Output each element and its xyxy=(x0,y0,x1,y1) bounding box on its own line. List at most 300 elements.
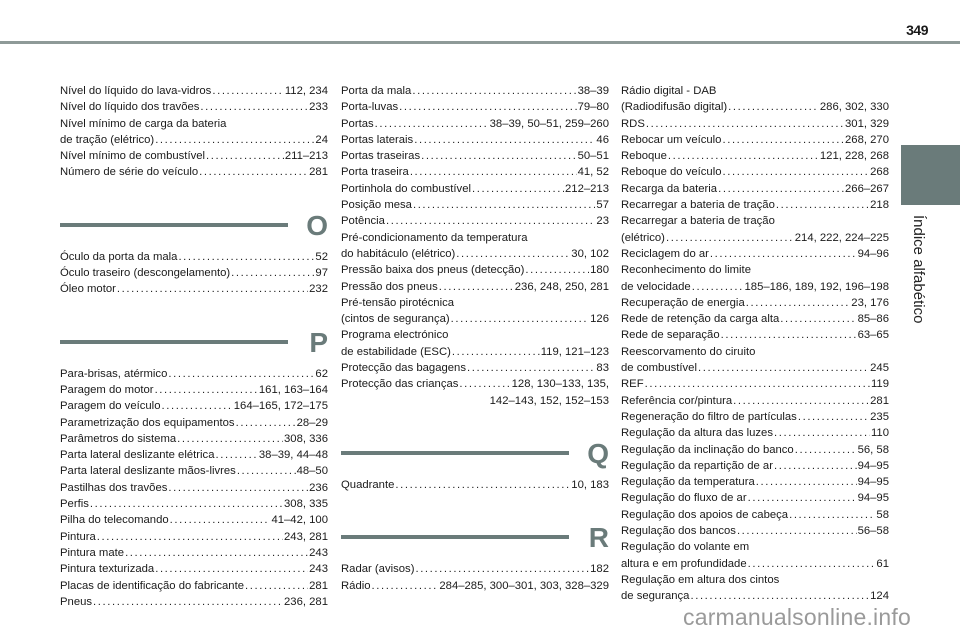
index-term: Radar (avisos) xyxy=(341,563,415,576)
page-reference: 185–186, 189, 192, 196–198 xyxy=(744,280,889,293)
page-reference: 56–58 xyxy=(857,525,889,538)
index-entry xyxy=(60,496,328,512)
dot-leader xyxy=(666,230,794,246)
index-entry xyxy=(341,262,609,278)
group-spacer xyxy=(60,298,328,320)
index-entry xyxy=(341,578,609,594)
index-entry xyxy=(341,561,609,577)
dot-leader xyxy=(472,181,564,197)
dot-leader xyxy=(723,164,870,180)
index-term: Óculo traseiro (descongelamento) xyxy=(60,267,231,280)
index-entry xyxy=(60,116,328,132)
index-entry xyxy=(621,116,889,132)
page-reference: 94–96 xyxy=(857,247,889,260)
page-reference: 164–165, 172–175 xyxy=(233,400,328,413)
index-term: Reescorvamento do ciruito xyxy=(621,345,756,358)
index-term: Nível do líquido do lava-vidros xyxy=(60,85,212,97)
letter-heading-text: Q xyxy=(587,437,609,469)
dot-leader xyxy=(399,99,576,115)
index-entry xyxy=(621,99,889,115)
dot-leader xyxy=(456,246,570,262)
index-term: Regulação da repartição de ar xyxy=(621,459,773,472)
letter-heading-rule xyxy=(60,340,288,344)
dot-leader xyxy=(710,246,857,262)
dot-leader xyxy=(237,463,296,479)
index-term: Potência xyxy=(341,215,385,228)
index-entry xyxy=(341,477,609,493)
index-term: Pressão baixa dos pneus (detecção) xyxy=(341,264,525,277)
header-rule xyxy=(0,41,960,44)
page-reference: 97 xyxy=(315,267,328,280)
index-term: Regulação da altura das luzes xyxy=(621,427,773,440)
page-reference: 38–39, 44–48 xyxy=(258,449,328,462)
index-entry xyxy=(60,281,328,297)
index-entry xyxy=(621,311,889,327)
index-term: Nível do líquido dos travões xyxy=(60,101,200,114)
page-reference: 218 xyxy=(870,199,889,212)
dot-leader xyxy=(718,181,844,197)
dot-leader xyxy=(168,366,314,382)
index-term: Rádio digital - DAB xyxy=(621,85,717,97)
page-reference: 61 xyxy=(876,557,889,570)
dot-leader xyxy=(421,148,576,164)
index-entry xyxy=(621,572,889,588)
index-term: Protecção das bagagens xyxy=(341,362,466,375)
page-reference: 23, 176 xyxy=(851,296,889,309)
page-reference: 308, 336 xyxy=(284,432,328,445)
index-term: (elétrico) xyxy=(621,231,665,244)
index-term: Parta lateral deslizante elétrica xyxy=(60,449,215,462)
index-term: Pintura texturizada xyxy=(60,563,155,576)
page-reference: 182 xyxy=(590,563,609,576)
dot-leader xyxy=(117,281,308,297)
letter-heading xyxy=(341,431,609,477)
page-reference: 236 xyxy=(309,481,328,494)
dot-leader xyxy=(245,578,308,594)
index-term: Reconhecimento do limite xyxy=(621,264,751,277)
index-entry xyxy=(341,246,609,262)
index-entry xyxy=(621,588,889,604)
index-entry xyxy=(621,556,889,572)
index-term: Perfis xyxy=(60,498,89,511)
index-term: Paragem do veículo xyxy=(60,400,161,413)
index-term: Reciclagem do ar xyxy=(621,247,709,260)
dot-leader xyxy=(728,99,819,115)
index-entry xyxy=(60,480,328,496)
page-reference: 121, 228, 268 xyxy=(819,150,889,163)
page-reference: 142–143, 152, 152–153 xyxy=(489,394,609,407)
dot-leader xyxy=(748,490,857,506)
page-reference: 281 xyxy=(870,394,889,407)
page-reference: 232 xyxy=(309,283,328,296)
page-reference: 126 xyxy=(590,313,609,326)
index-entry xyxy=(341,393,609,409)
dot-leader xyxy=(776,197,869,213)
index-term: Portinhola do combustível xyxy=(341,182,471,195)
page-reference: 57 xyxy=(596,199,609,212)
index-entry xyxy=(341,148,609,164)
watermark: carmanualsonline.info xyxy=(683,604,911,630)
page-reference: 46 xyxy=(596,133,609,146)
dot-leader xyxy=(410,164,577,180)
page-reference: 48–50 xyxy=(296,465,328,478)
index-term: REF xyxy=(621,378,644,391)
section-label: Índice alfabético xyxy=(910,215,927,324)
dot-leader xyxy=(756,474,857,490)
dot-leader xyxy=(722,132,844,148)
dot-leader xyxy=(415,561,589,577)
index-term: Referência cor/pintura xyxy=(621,394,733,407)
index-entry xyxy=(60,265,328,281)
index-column-1 xyxy=(60,83,328,610)
index-entry xyxy=(341,279,609,295)
dot-leader xyxy=(698,360,869,376)
dot-leader xyxy=(459,376,510,392)
page-reference: 94–95 xyxy=(857,492,889,505)
index-entry xyxy=(621,327,889,343)
page-reference: 243 xyxy=(309,563,328,576)
dot-leader xyxy=(690,588,869,604)
section-tab-marker xyxy=(901,145,960,205)
page-reference: 24 xyxy=(315,133,328,146)
index-entry xyxy=(341,344,609,360)
page-reference: 85–86 xyxy=(857,313,889,326)
dot-leader xyxy=(733,393,869,409)
dot-leader xyxy=(774,425,870,441)
page-reference: 243, 281 xyxy=(284,530,328,543)
page-reference: 286, 302, 330 xyxy=(819,101,889,114)
index-term: Pré-tensão pirotécnica xyxy=(341,296,455,309)
dot-leader xyxy=(748,556,876,572)
page-reference: 41, 52 xyxy=(577,166,609,179)
index-entry xyxy=(341,132,609,148)
page-reference: 110 xyxy=(870,427,889,440)
index-entry xyxy=(60,463,328,479)
dot-leader xyxy=(746,295,851,311)
index-entry xyxy=(621,83,889,99)
dot-leader xyxy=(170,512,271,528)
index-term: de velocidade xyxy=(621,280,691,293)
index-entry xyxy=(621,246,889,262)
index-term: Quadrante xyxy=(341,478,395,491)
index-entry xyxy=(621,344,889,360)
index-entry xyxy=(621,376,889,392)
index-term: Para-brisas, atérmico xyxy=(60,367,168,380)
index-term: de tração (elétrico) xyxy=(60,133,155,146)
page-reference: 94–95 xyxy=(857,459,889,472)
page-reference: 62 xyxy=(315,367,328,380)
index-entry xyxy=(621,279,889,295)
index-term: (Radiodifusão digital) xyxy=(621,101,728,114)
index-term: Reboque xyxy=(621,150,667,163)
index-term: Regulação dos bancos xyxy=(621,525,736,538)
dot-leader xyxy=(178,249,314,265)
page-reference: 28–29 xyxy=(296,416,328,429)
dot-leader xyxy=(199,164,308,180)
page-reference: 79–80 xyxy=(577,101,609,114)
dot-leader xyxy=(161,398,232,414)
index-entry xyxy=(621,262,889,278)
dot-leader xyxy=(692,279,744,295)
group-spacer xyxy=(341,409,609,431)
page-reference: 236, 248, 250, 281 xyxy=(514,280,609,293)
dot-leader xyxy=(155,561,308,577)
dot-leader xyxy=(375,116,489,132)
index-entry xyxy=(60,561,328,577)
page-reference: 266–267 xyxy=(845,182,889,195)
index-entry xyxy=(60,431,328,447)
index-term: Pressão dos pneus xyxy=(341,280,438,293)
dot-leader xyxy=(236,415,296,431)
dot-leader xyxy=(645,376,870,392)
index-term: Regulação dos apoios de cabeça xyxy=(621,508,789,521)
dot-leader xyxy=(93,594,283,610)
page-reference: 245 xyxy=(870,362,889,375)
index-term: Paragem do motor xyxy=(60,383,154,396)
index-term: Regeneração do filtro de partículas xyxy=(621,410,797,423)
index-entry xyxy=(621,295,889,311)
index-entry xyxy=(60,99,328,115)
page-reference: 52 xyxy=(315,250,328,263)
page-reference: 30, 102 xyxy=(571,247,609,260)
index-entry xyxy=(60,415,328,431)
letter-heading xyxy=(341,515,609,561)
index-entry xyxy=(341,83,609,99)
index-term: Regulação do volante em xyxy=(621,541,750,554)
index-term: Óculo da porta da mala xyxy=(60,250,178,263)
dot-leader xyxy=(177,431,283,447)
dot-leader xyxy=(525,262,589,278)
index-entry xyxy=(341,116,609,132)
index-entry xyxy=(621,164,889,180)
index-term: Pilha do telecomando xyxy=(60,514,169,527)
dot-leader xyxy=(774,458,857,474)
index-entry xyxy=(60,545,328,561)
letter-heading-text: R xyxy=(588,522,609,554)
page-reference: 301, 329 xyxy=(845,117,889,130)
index-term: Portas laterais xyxy=(341,133,414,146)
index-term: Parametrização dos equipamentos xyxy=(60,416,235,429)
index-term: do habitáculo (elétrico) xyxy=(341,247,456,260)
letter-heading xyxy=(60,320,328,366)
dot-leader xyxy=(212,83,284,99)
dot-leader xyxy=(737,523,857,539)
index-term: Recarga da bateria xyxy=(621,182,718,195)
group-spacer xyxy=(60,181,328,203)
index-entry xyxy=(621,442,889,458)
dot-leader xyxy=(413,197,595,213)
index-term: Pneus xyxy=(60,595,93,608)
index-term: altura e em profundidade xyxy=(621,557,747,570)
index-term: Regulação da temperatura xyxy=(621,476,755,489)
index-entry xyxy=(60,447,328,463)
page-reference: 112, 234 xyxy=(284,85,328,97)
index-entry xyxy=(60,132,328,148)
index-entry xyxy=(60,529,328,545)
index-term: Parâmetros do sistema xyxy=(60,432,177,445)
index-entry xyxy=(621,360,889,376)
index-entry xyxy=(341,230,609,246)
dot-leader xyxy=(125,545,308,561)
index-entry xyxy=(621,409,889,425)
index-entry xyxy=(60,148,328,164)
letter-heading-rule xyxy=(60,223,288,227)
dot-leader xyxy=(646,116,844,132)
page-reference: 63–65 xyxy=(857,329,889,342)
dot-leader xyxy=(452,344,540,360)
dot-leader xyxy=(451,311,590,327)
page-reference: 128, 130–133, 135, xyxy=(511,378,609,391)
index-entry xyxy=(60,512,328,528)
index-entry xyxy=(341,197,609,213)
dot-leader xyxy=(168,480,308,496)
page-reference: 38–39, 50–51, 259–260 xyxy=(489,117,609,130)
index-term: Número de série do veículo xyxy=(60,166,199,179)
index-entry xyxy=(621,197,889,213)
dot-leader xyxy=(215,447,257,463)
dot-leader xyxy=(372,578,439,594)
dot-leader xyxy=(414,132,595,148)
index-term: Programa electrónico xyxy=(341,329,449,342)
page-reference: 243 xyxy=(309,546,328,559)
dot-leader xyxy=(668,148,819,164)
index-column-2 xyxy=(341,83,609,594)
page-reference: 180 xyxy=(590,264,609,277)
index-term: de combustível xyxy=(621,362,697,375)
index-entry xyxy=(341,295,609,311)
page-reference: 281 xyxy=(309,166,328,179)
index-entry xyxy=(341,164,609,180)
index-entry xyxy=(341,213,609,229)
index-term: Recarregar a bateria de tração xyxy=(621,215,775,228)
dot-leader xyxy=(412,83,576,99)
index-entry xyxy=(341,376,609,392)
index-term: Porta traseira xyxy=(341,166,409,179)
index-term: Nível mínimo de carga da bateria xyxy=(60,117,227,130)
letter-heading-text: P xyxy=(309,326,328,358)
dot-leader xyxy=(231,265,314,281)
page-reference: 233 xyxy=(309,101,328,114)
index-term: Pré-condicionamento da temperatura xyxy=(341,231,528,244)
index-term: Parta lateral deslizante mãos-livres xyxy=(60,465,236,478)
index-term: Rede de retenção da carga alta xyxy=(621,313,780,326)
page-reference: 284–285, 300–301, 303, 328–329 xyxy=(439,579,609,592)
page-reference: 41–42, 100 xyxy=(271,514,328,527)
page-reference: 38–39 xyxy=(577,85,609,97)
dot-leader xyxy=(97,529,283,545)
index-column-3 xyxy=(621,83,889,605)
page-reference: 119 xyxy=(870,378,889,391)
index-term: Placas de identificação do fabricante xyxy=(60,579,245,592)
index-term: Reboque do veículo xyxy=(621,166,722,179)
index-entry xyxy=(621,490,889,506)
page-reference: 268 xyxy=(870,166,889,179)
page-reference: 10, 183 xyxy=(571,478,609,491)
index-entry xyxy=(621,181,889,197)
group-spacer xyxy=(341,493,609,515)
index-term: de estabilidade (ESC) xyxy=(341,345,451,358)
index-term: Rebocar um veículo xyxy=(621,133,722,146)
dot-leader xyxy=(780,311,856,327)
index-entry xyxy=(341,311,609,327)
index-term: (cintos de segurança) xyxy=(341,313,450,326)
page-reference: 236, 281 xyxy=(284,595,328,608)
index-entry xyxy=(621,523,889,539)
page-reference: 214, 222, 224–225 xyxy=(794,231,889,244)
index-entry xyxy=(60,366,328,382)
index-term: Pastilhas dos travões xyxy=(60,481,168,494)
index-term: de segurança xyxy=(621,590,690,603)
index-entry xyxy=(621,148,889,164)
index-entry xyxy=(621,393,889,409)
index-term: Porta-luvas xyxy=(341,101,399,114)
index-entry xyxy=(621,132,889,148)
index-term: Rádio xyxy=(341,579,371,592)
page-reference: 268, 270 xyxy=(845,133,889,146)
index-entry xyxy=(621,507,889,523)
index-term: Regulação em altura dos cintos xyxy=(621,573,780,586)
index-term: Regulação do fluxo de ar xyxy=(621,492,747,505)
letter-heading xyxy=(60,203,328,249)
page-reference: 83 xyxy=(596,362,609,375)
dot-leader xyxy=(395,477,570,493)
index-term: RDS xyxy=(621,117,645,130)
dot-leader xyxy=(206,148,284,164)
dot-leader xyxy=(90,496,283,512)
index-entry xyxy=(621,213,889,229)
index-entry xyxy=(621,425,889,441)
index-term: Rede de separação xyxy=(621,329,720,342)
letter-heading-text: O xyxy=(306,209,328,241)
page-reference: 124 xyxy=(870,590,889,603)
page-reference: 58 xyxy=(876,508,889,521)
index-term: Recarregar a bateria de tração xyxy=(621,199,775,212)
index-entry xyxy=(60,249,328,265)
index-entry xyxy=(341,327,609,343)
index-entry xyxy=(60,83,328,99)
index-entry xyxy=(60,382,328,398)
page-reference: 235 xyxy=(870,410,889,423)
index-term: Posição mesa xyxy=(341,199,412,212)
dot-leader xyxy=(155,132,314,148)
index-entry xyxy=(60,398,328,414)
page-reference: 23 xyxy=(596,215,609,228)
page-reference: 56, 58 xyxy=(857,443,889,456)
index-term: Protecção das crianças xyxy=(341,378,459,391)
dot-leader xyxy=(200,99,308,115)
index-entry xyxy=(60,594,328,610)
dot-leader xyxy=(155,382,258,398)
index-term: Óleo motor xyxy=(60,283,116,296)
index-entry xyxy=(341,181,609,197)
page-reference: 308, 335 xyxy=(284,498,328,511)
page-reference: 211–213 xyxy=(284,150,328,163)
page-reference: 281 xyxy=(309,579,328,592)
page-reference: 212–213 xyxy=(565,182,609,195)
page-reference: 94–95 xyxy=(857,476,889,489)
index-entry xyxy=(621,474,889,490)
index-entry xyxy=(621,539,889,555)
dot-leader xyxy=(386,213,595,229)
dot-leader xyxy=(467,360,595,376)
index-entry xyxy=(621,230,889,246)
index-term: Portas traseiras xyxy=(341,150,421,163)
page-reference: 119, 121–123 xyxy=(540,345,609,358)
dot-leader xyxy=(439,279,514,295)
dot-leader xyxy=(795,442,857,458)
page-number: 349 xyxy=(906,22,928,38)
index-entry xyxy=(341,360,609,376)
